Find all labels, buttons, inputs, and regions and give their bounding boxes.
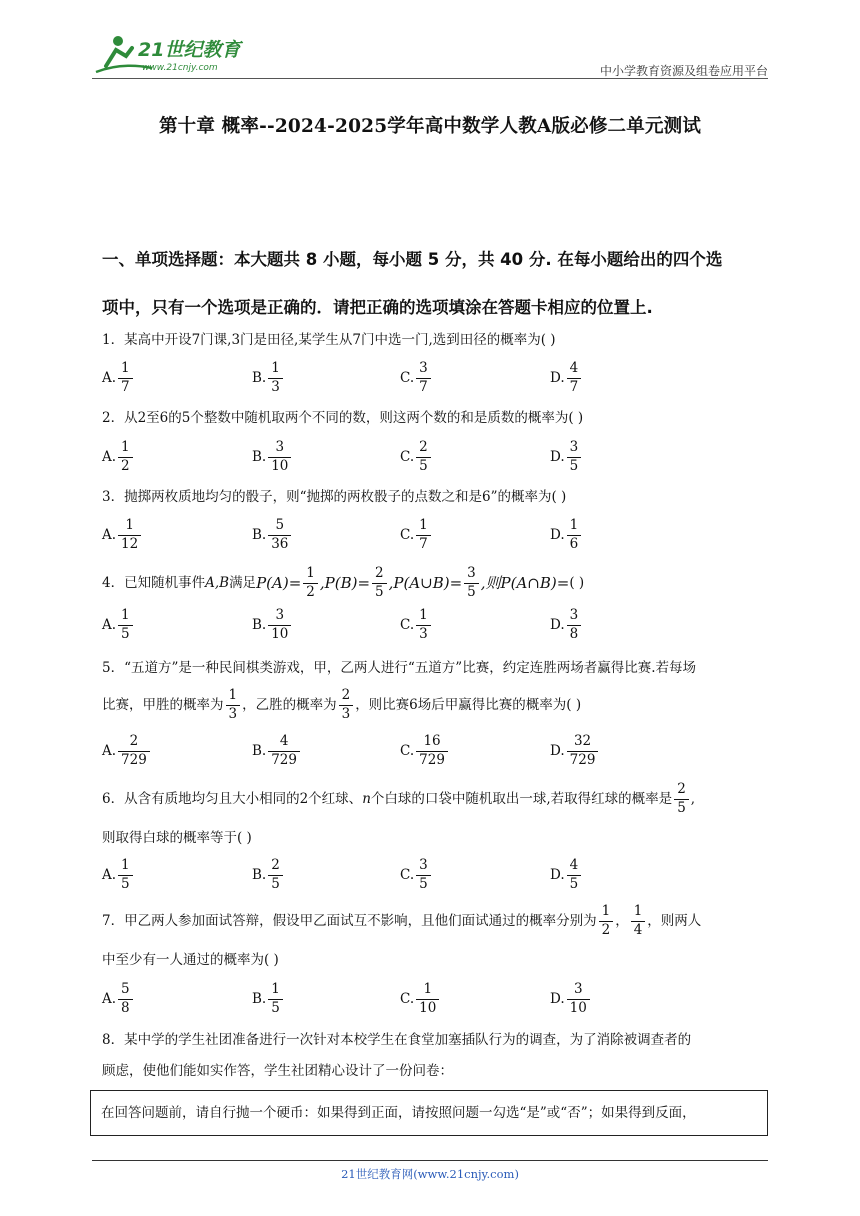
fraction-denominator: 729 <box>567 751 599 768</box>
fraction-denominator: 10 <box>416 999 439 1016</box>
question-7-line2: 中至少有一人通过的概率为( ) <box>102 952 279 968</box>
fraction-numerator: 4 <box>279 733 289 749</box>
option-fraction <box>118 983 133 1015</box>
fraction-numerator: 1 <box>419 607 428 623</box>
fraction-denominator: 729 <box>118 751 150 768</box>
option-fraction <box>268 735 300 767</box>
fraction-denominator: 5 <box>268 875 283 892</box>
fraction-numerator: 1 <box>121 360 130 376</box>
option-b <box>252 730 302 772</box>
option-label: C. <box>400 449 415 465</box>
q5-text-c: ，则比赛6场后甲赢得比赛的概率为( ) <box>355 697 582 713</box>
question-1: 1．某高中开设7门课,3门是田径,某学生从7门中选一门,选到田径的概率为( ) <box>102 332 556 348</box>
option-label: B. <box>252 370 267 386</box>
option-label: C. <box>400 991 415 1007</box>
option-fraction <box>416 735 448 767</box>
fraction-denominator: 6 <box>567 535 582 552</box>
option-fraction <box>268 859 283 891</box>
fraction-numerator: 3 <box>419 360 428 376</box>
option-label: C. <box>400 867 415 883</box>
option-label: A. <box>102 370 117 386</box>
fraction-numerator: 2 <box>129 733 139 749</box>
q5-text-b: ，乙胜的概率为 <box>242 697 337 713</box>
option-label: D. <box>550 743 565 759</box>
option-fraction <box>567 609 582 641</box>
option-a <box>102 730 152 772</box>
option-label: D. <box>550 617 565 633</box>
q7-fraction-2: $\frac{1}{4}$ <box>631 905 646 937</box>
option-b <box>252 854 285 896</box>
q7-text-b: ，则两人 <box>647 913 702 929</box>
option-a <box>102 514 143 556</box>
option-label: C. <box>400 743 415 759</box>
question-4-options <box>102 604 742 646</box>
option-label: A. <box>102 867 117 883</box>
fraction-numerator: 3 <box>569 607 579 623</box>
fraction-numerator: 1 <box>121 607 130 623</box>
fraction-numerator: 4 <box>569 360 579 376</box>
question-6-line1 <box>102 778 766 820</box>
option-b <box>252 604 293 646</box>
fraction-denominator: 5 <box>118 875 133 892</box>
option-fraction <box>567 519 582 551</box>
question-1-options <box>102 357 742 399</box>
footer-link[interactable]: 21世纪教育网(www.21cnjy.com) <box>341 1167 519 1181</box>
fraction-numerator: 3 <box>569 439 579 455</box>
option-fraction <box>567 859 582 891</box>
option-c <box>400 604 433 646</box>
fraction-denominator: 729 <box>268 751 300 768</box>
option-a <box>102 854 135 896</box>
platform-name: 中小学教育资源及组卷应用平台 <box>599 64 768 78</box>
option-c <box>400 854 433 896</box>
option-a <box>102 436 135 478</box>
document-title: 第十章 概率--2024-2025学年高中数学人教A版必修二单元测试 <box>158 116 702 137</box>
option-fraction <box>416 983 439 1015</box>
fraction-denominator: 7 <box>416 378 431 395</box>
fraction-numerator: 1 <box>121 857 130 873</box>
fraction-denominator: 10 <box>268 625 291 642</box>
option-b <box>252 978 285 1020</box>
option-fraction <box>567 362 582 394</box>
fraction-numerator: 1 <box>419 517 428 533</box>
option-fraction <box>567 983 590 1015</box>
question-4 <box>102 562 766 604</box>
option-fraction <box>118 362 133 394</box>
option-c <box>400 978 441 1020</box>
question-5-line2 <box>102 684 766 726</box>
fraction-denominator: 5 <box>416 875 431 892</box>
question-6-line2: 则取得白球的概率等于( ) <box>102 830 252 846</box>
option-label: B. <box>252 449 267 465</box>
fraction-denominator: 5 <box>567 875 582 892</box>
option-label: B. <box>252 743 267 759</box>
option-fraction <box>416 362 431 394</box>
fraction-numerator: 5 <box>275 517 285 533</box>
logo-graphic <box>92 32 262 76</box>
option-label: A. <box>102 449 117 465</box>
option-c <box>400 730 450 772</box>
fraction-numerator: 3 <box>275 439 285 455</box>
q7-fraction-1: $\frac{1}{2}$ <box>599 905 614 937</box>
q4-pu: ,P(A∪B)= <box>388 574 463 592</box>
fraction-numerator: 4 <box>569 857 579 873</box>
fraction-denominator: 10 <box>268 457 291 474</box>
fraction-denominator: 7 <box>567 378 582 395</box>
section-heading-line1: 一、单项选择题：本大题共 8 小题，每小题 5 分，共 40 分. 在每小题给出的四个选 <box>102 250 723 269</box>
option-b <box>252 514 293 556</box>
q5-fraction-1: $\frac{1}{3}$ <box>226 689 241 721</box>
fraction-numerator: 1 <box>271 981 280 997</box>
q4-pb: ,P(B)= <box>319 574 371 592</box>
q5-fraction-2: $\frac{2}{3}$ <box>339 689 354 721</box>
option-label: A. <box>102 743 117 759</box>
page-header <box>92 28 768 80</box>
option-d <box>550 436 583 478</box>
option-a <box>102 357 135 399</box>
option-label: C. <box>400 527 415 543</box>
option-fraction <box>118 609 133 641</box>
question-3-options <box>102 514 742 556</box>
option-fraction <box>268 609 291 641</box>
option-d <box>550 978 592 1020</box>
option-fraction <box>416 859 431 891</box>
option-label: A. <box>102 527 117 543</box>
option-fraction <box>118 859 133 891</box>
question-8-line1: 8．某中学的学生社团准备进行一次针对本校学生在食堂加塞插队行为的调查，为了消除被调查者的 <box>102 1032 692 1048</box>
fraction-denominator: 5 <box>118 625 133 642</box>
q7-comma: ， <box>615 913 629 929</box>
option-a <box>102 604 135 646</box>
option-fraction <box>268 519 291 551</box>
q7-text-a: 7．甲乙两人参加面试答辩，假设甲乙面试互不影响，且他们面试通过的概率分别为 <box>102 913 597 929</box>
question-5-options <box>102 730 742 772</box>
question-8-line2: 顾虑，使他们能如实作答，学生社团精心设计了一份问卷： <box>102 1063 453 1079</box>
q5-text-a: 比赛，甲胜的概率为 <box>102 697 224 713</box>
fraction-numerator: 1 <box>271 360 280 376</box>
fraction-numerator: 2 <box>419 439 428 455</box>
option-fraction <box>416 441 431 473</box>
question-2: 2．从2至6的5个整数中随机取两个不同的数，则这两个数的和是质数的概率为( ) <box>102 410 584 426</box>
option-fraction <box>567 441 582 473</box>
fraction-denominator: 7 <box>118 378 133 395</box>
site-logo <box>92 32 262 76</box>
option-b <box>252 357 285 399</box>
option-label: B. <box>252 991 267 1007</box>
option-label: B. <box>252 617 267 633</box>
fraction-denominator: 3 <box>268 378 283 395</box>
footer-rule <box>92 1160 768 1161</box>
option-d <box>550 854 583 896</box>
option-fraction <box>567 735 599 767</box>
q6-n: n <box>362 791 371 807</box>
option-d <box>550 357 583 399</box>
q4-mid: 满足 <box>229 575 257 591</box>
option-fraction <box>268 362 283 394</box>
fraction-denominator: 2 <box>118 457 133 474</box>
fraction-denominator: 5 <box>416 457 431 474</box>
fraction-denominator: 12 <box>118 535 141 552</box>
fraction-numerator: 32 <box>573 733 592 749</box>
fraction-numerator: 1 <box>423 981 433 997</box>
q6-text-b: 个白球的口袋中随机取出一球,若取得红球的概率是 <box>370 791 673 807</box>
fraction-denominator: 7 <box>416 535 431 552</box>
q4-events: A,B <box>205 575 230 591</box>
fraction-denominator: 8 <box>567 625 582 642</box>
option-b <box>252 436 293 478</box>
section-heading-line2: 项中，只有一个选项是正确的．请把正确的选项填涂在答题卡相应的位置上. <box>102 298 653 317</box>
option-fraction <box>118 519 141 551</box>
option-fraction <box>118 735 150 767</box>
fraction-numerator: 3 <box>419 857 428 873</box>
option-label: D. <box>550 370 565 386</box>
option-label: D. <box>550 991 565 1007</box>
option-fraction <box>118 441 133 473</box>
logo-text: 21世纪教育 <box>138 39 241 61</box>
q6-text-c: , <box>690 791 696 807</box>
q4-suffix: ( ) <box>569 575 585 591</box>
option-c <box>400 514 433 556</box>
option-label: C. <box>400 370 415 386</box>
fraction-numerator: 3 <box>573 981 583 997</box>
option-label: A. <box>102 617 117 633</box>
q4-pa: P(A)= <box>256 574 302 592</box>
fraction-denominator: 10 <box>567 999 590 1016</box>
q6-fraction: $\frac{2}{5}$ <box>674 783 689 815</box>
option-label: D. <box>550 449 565 465</box>
question-3: 3．抛掷两枚质地均匀的骰子，则“抛掷的两枚骰子的点数之和是6”的概率为( ) <box>102 489 567 505</box>
option-label: B. <box>252 527 267 543</box>
option-fraction <box>416 519 431 551</box>
option-d <box>550 730 600 772</box>
option-fraction <box>416 609 431 641</box>
fraction-numerator: 16 <box>423 733 441 749</box>
q4-pi: ,则P(A∩B)= <box>480 574 570 592</box>
question-6-options <box>102 854 742 896</box>
q4-pb-fraction: $\frac{2}{5}$ <box>372 567 387 599</box>
questionnaire-box: 在回答问题前，请自行抛一个硬币：如果得到正面，请按照问题一勾选“是”或“否”；如果得到反面， <box>90 1090 768 1136</box>
q4-pu-fraction: $\frac{3}{5}$ <box>464 567 479 599</box>
fraction-numerator: 3 <box>275 607 285 623</box>
option-fraction <box>268 441 291 473</box>
option-c <box>400 357 433 399</box>
question-7-options <box>102 978 742 1020</box>
question-7-line1 <box>102 900 766 942</box>
fraction-denominator: 8 <box>118 999 133 1016</box>
question-5-line1: 5．“五道方”是一种民间棋类游戏，甲，乙两人进行“五道方”比赛，约定连胜两场者赢得比赛.若每场 <box>102 660 696 676</box>
option-d <box>550 514 583 556</box>
option-label: D. <box>550 527 565 543</box>
fraction-numerator: 1 <box>121 439 130 455</box>
option-label: D. <box>550 867 565 883</box>
q4-prefix: 4．已知随机事件 <box>102 575 206 591</box>
option-c <box>400 436 433 478</box>
option-a <box>102 978 135 1020</box>
fraction-numerator: 1 <box>125 517 134 533</box>
q4-pa-fraction: $\frac{1}{2}$ <box>303 567 318 599</box>
header-rule <box>92 78 768 79</box>
fraction-denominator: 36 <box>268 535 291 552</box>
fraction-numerator: 5 <box>121 981 130 997</box>
logo-url: www.21cnjy.com <box>142 63 218 73</box>
fraction-numerator: 1 <box>569 517 579 533</box>
option-label: A. <box>102 991 117 1007</box>
fraction-denominator: 729 <box>416 751 448 768</box>
fraction-denominator: 5 <box>567 457 582 474</box>
fraction-denominator: 5 <box>268 999 283 1016</box>
option-label: B. <box>252 867 267 883</box>
q6-text-a: 6．从含有质地均匀且大小相同的2个红球、 <box>102 791 363 807</box>
fraction-numerator: 2 <box>271 857 280 873</box>
option-label: C. <box>400 617 415 633</box>
question-2-options <box>102 436 742 478</box>
fraction-denominator: 3 <box>416 625 431 642</box>
option-fraction <box>268 983 283 1015</box>
option-d <box>550 604 583 646</box>
